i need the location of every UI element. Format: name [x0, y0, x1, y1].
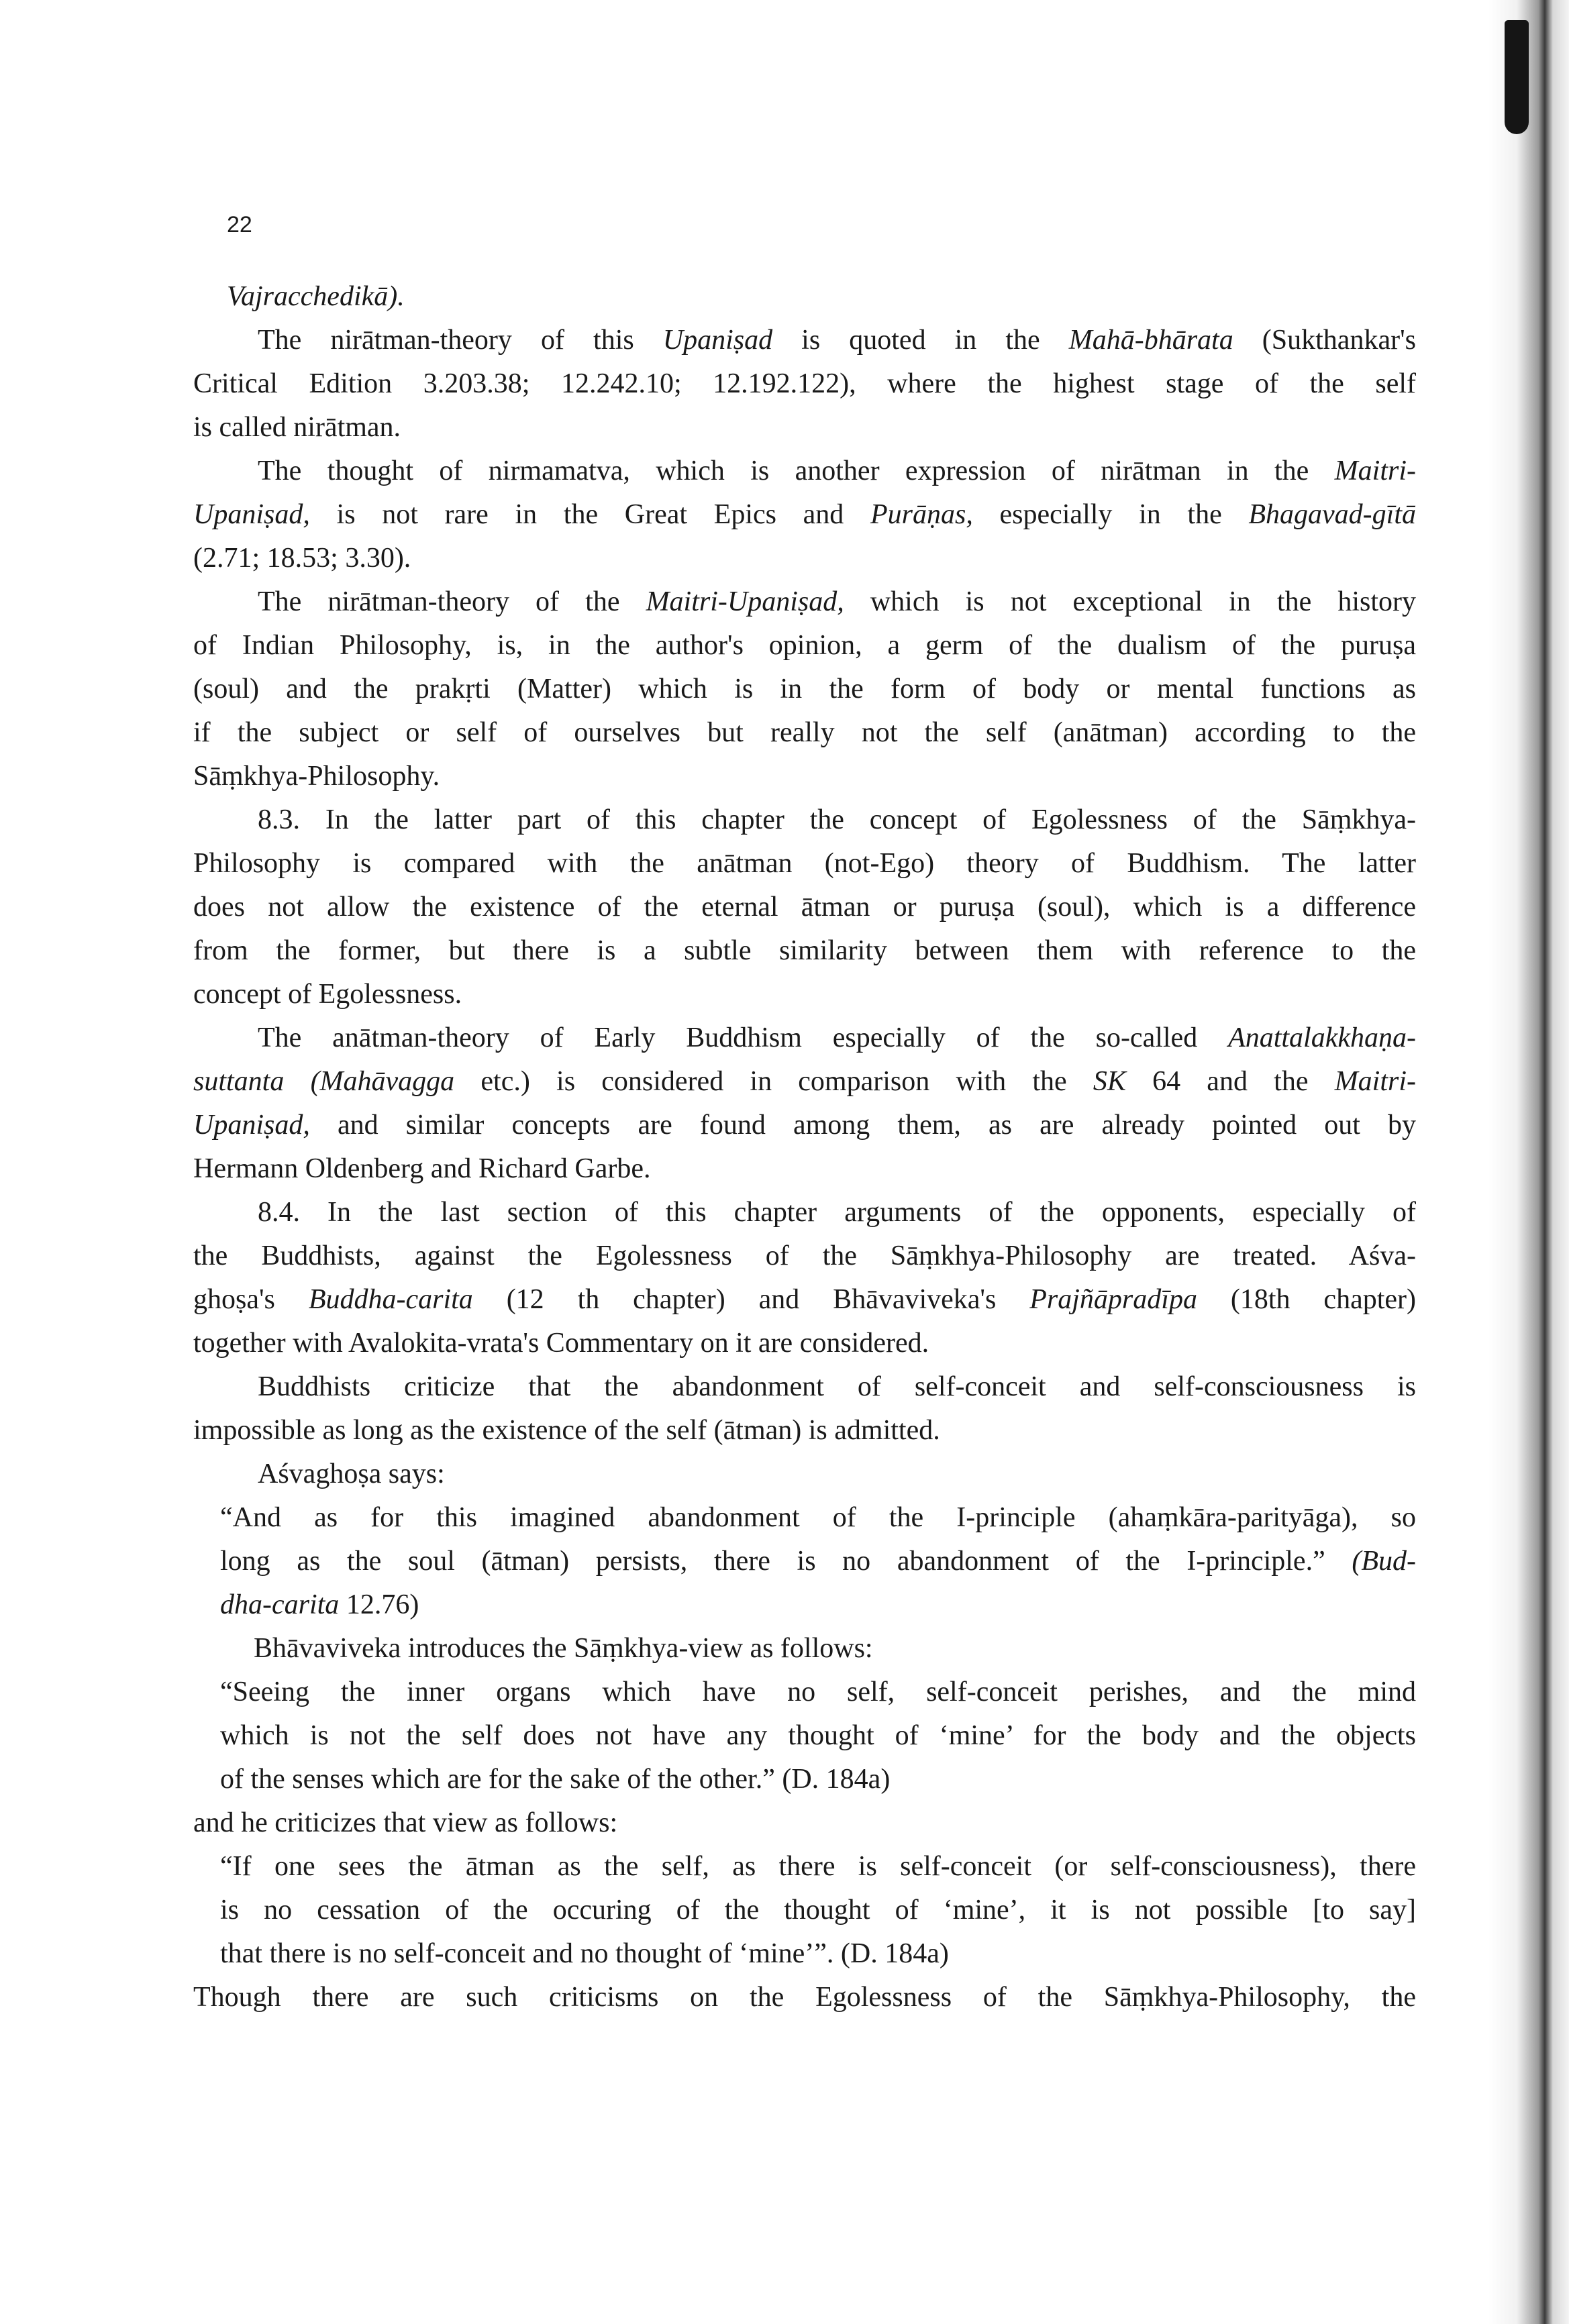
- text-segment: (12 th chapter) and Bhāvaviveka's: [472, 1284, 1030, 1315]
- book-binding-edge: [1488, 0, 1569, 2324]
- text-line: [193, 1932, 1416, 1976]
- text-segment: that there is no self-conceit and no thought of ‘mine’”. (D. 184a): [220, 1938, 949, 1969]
- text-segment: Upaniṣad,: [193, 499, 310, 530]
- page-number: 22: [227, 212, 252, 237]
- text-line: [193, 1889, 1416, 1932]
- text-segment: if the subject or self of ourselves but really not the self (anātman) according to the: [193, 717, 1416, 748]
- text-line: [193, 1758, 1416, 1801]
- text-segment: Buddha-carita: [308, 1284, 473, 1315]
- text-segment: Maitri-: [1334, 1066, 1417, 1097]
- text-segment: long as the soul (ātman) persists, there is no abandonment of the I-principle.”: [220, 1546, 1352, 1577]
- text-segment: 12.76): [339, 1589, 419, 1620]
- text-line: [193, 362, 1416, 406]
- text-segment: (Bud-: [1352, 1546, 1416, 1577]
- text-segment: (2.71; 18.53; 3.30).: [193, 543, 411, 574]
- text-line: [193, 1365, 1416, 1409]
- text-segment: Anattalakkhaṇa-: [1228, 1022, 1416, 1053]
- text-line: [193, 798, 1416, 842]
- text-segment: from the former, but there is a subtle similarity between them with reference to the: [193, 935, 1416, 966]
- text-line: [193, 275, 1416, 319]
- text-segment: ghoṣa's: [193, 1284, 309, 1315]
- text-segment: which is not exceptional in the history: [844, 586, 1416, 617]
- text-segment: “If one sees the ātman as the self, as there is self-conceit (or self-consciousness), there: [220, 1851, 1416, 1882]
- text-segment: Vajracchedikā).: [227, 281, 405, 312]
- text-segment: and he criticizes that view as follows:: [193, 1807, 618, 1838]
- text-segment: “And as for this imagined abandonment of the I-principle (ahaṃkāra-parityāga), so: [220, 1502, 1416, 1533]
- text-segment: 8.4. In the last section of this chapter arguments of the opponents, especially of: [258, 1197, 1416, 1228]
- text-segment: suttanta (Mahāvagga: [193, 1066, 455, 1097]
- text-segment: Bhagavad-gītā: [1248, 499, 1416, 530]
- text-segment: the Buddhists, against the Egolessness of the Sāṃkhya-Philosophy are treated. Aśva-: [193, 1240, 1416, 1271]
- body-text: [193, 275, 1416, 2019]
- text-segment: 64 and the: [1125, 1066, 1335, 1097]
- text-segment: together with Avalokita-vrata's Commentary on it are considered.: [193, 1328, 929, 1359]
- text-segment: of the senses which are for the sake of the other.” (D. 184a): [220, 1764, 891, 1795]
- text-segment: SK: [1093, 1066, 1126, 1097]
- text-segment: which is not the self does not have any thought of ‘mine’ for the body and the objects: [220, 1720, 1416, 1751]
- text-line: [193, 1104, 1416, 1147]
- text-segment: especially in the: [972, 499, 1249, 530]
- text-line: [193, 886, 1416, 929]
- text-segment: Upaniṣad,: [193, 1110, 310, 1141]
- text-segment: Maitri-: [1334, 456, 1416, 486]
- text-segment: impossible as long as the existence of the self (ātman) is admitted.: [193, 1415, 940, 1446]
- text-segment: etc.) is considered in comparison with the: [454, 1066, 1093, 1097]
- text-line: [193, 406, 1416, 450]
- text-segment: (soul) and the prakṛti (Matter) which is in the form of body or mental functions as: [193, 674, 1416, 704]
- text-line: [193, 1583, 1416, 1627]
- text-segment: concept of Egolessness.: [193, 979, 462, 1010]
- text-segment: The nirātman-theory of this: [258, 325, 663, 356]
- text-segment: is called nirātman.: [193, 412, 401, 443]
- text-segment: Aśvaghoṣa says:: [258, 1459, 445, 1489]
- text-segment: Purāṇas,: [870, 499, 973, 530]
- text-line: [193, 450, 1416, 493]
- text-line: [193, 1322, 1416, 1365]
- text-line: [193, 1409, 1416, 1452]
- text-line: [193, 1845, 1416, 1889]
- text-segment: Bhāvaviveka introduces the Sāṃkhya-view as follows:: [254, 1633, 873, 1664]
- text-segment: does not allow the existence of the eternal ātman or puruṣa (soul), which is a difference: [193, 892, 1416, 922]
- text-line: [193, 1714, 1416, 1758]
- text-segment: Hermann Oldenberg and Richard Garbe.: [193, 1153, 651, 1184]
- text-line: [193, 1191, 1416, 1234]
- text-segment: Though there are such criticisms on the Egolessness of the Sāṃkhya-Philosophy, the: [193, 1982, 1416, 2013]
- text-segment: is not rare in the Great Epics and: [309, 499, 870, 530]
- text-line: [193, 1801, 1416, 1845]
- text-segment: Buddhists criticize that the abandonment of self-conceit and self-consciousness is: [258, 1371, 1416, 1402]
- text-segment: “Seeing the inner organs which have no self, self-conceit perishes, and the mind: [220, 1677, 1416, 1707]
- text-line: [193, 319, 1416, 362]
- text-segment: Critical Edition 3.203.38; 12.242.10; 12.192.122), where the highest stage of the self: [193, 368, 1416, 399]
- text-line: [193, 493, 1416, 537]
- text-segment: The nirātman-theory of the: [258, 586, 646, 617]
- text-line: [193, 1496, 1416, 1540]
- text-line: [193, 1540, 1416, 1583]
- text-line: [193, 842, 1416, 886]
- text-line: [193, 755, 1416, 798]
- text-segment: and similar concepts are found among them, as are already pointed out by: [309, 1110, 1416, 1141]
- binding-shadow: [1505, 20, 1529, 134]
- text-line: [193, 711, 1416, 755]
- text-line: [193, 1234, 1416, 1278]
- text-segment: dha-carita: [220, 1589, 340, 1620]
- text-line: [193, 1976, 1416, 2019]
- text-line: [193, 668, 1416, 711]
- text-segment: The thought of nirmamatva, which is another expression of nirātman in the: [258, 456, 1335, 486]
- text-line: [193, 1060, 1416, 1104]
- text-segment: The anātman-theory of Early Buddhism especially of the so-called: [258, 1022, 1229, 1053]
- text-line: [193, 1147, 1416, 1191]
- text-segment: 8.3. In the latter part of this chapter the concept of Egolessness of the Sāṃkhya-: [258, 804, 1416, 835]
- text-line: [193, 1016, 1416, 1060]
- text-segment: is quoted in the: [772, 325, 1069, 356]
- text-line: [193, 929, 1416, 973]
- text-segment: Philosophy is compared with the anātman (not-Ego) theory of Buddhism. The latter: [193, 848, 1416, 879]
- text-segment: Maitri-Upaniṣad,: [646, 586, 844, 617]
- text-segment: (Sukthankar's: [1233, 325, 1416, 356]
- text-line: [193, 1671, 1416, 1714]
- text-line: [193, 580, 1416, 624]
- text-line: [193, 1452, 1416, 1496]
- text-segment: Sāṃkhya-Philosophy.: [193, 761, 440, 792]
- text-segment: of Indian Philosophy, is, in the author's opinion, a germ of the dualism of the puruṣa: [193, 630, 1416, 661]
- text-line: [193, 1627, 1416, 1671]
- text-segment: Upaniṣad: [662, 325, 773, 356]
- text-line: [193, 624, 1416, 668]
- text-segment: Mahā-bhārata: [1068, 325, 1233, 356]
- text-line: [193, 1278, 1416, 1322]
- text-segment: is no cessation of the occuring of the thought of ‘mine’, it is not possible [to say]: [220, 1895, 1416, 1925]
- text-segment: (18th chapter): [1197, 1284, 1416, 1315]
- text-segment: Prajñāpradīpa: [1029, 1284, 1197, 1315]
- text-line: [193, 537, 1416, 580]
- text-line: [193, 973, 1416, 1016]
